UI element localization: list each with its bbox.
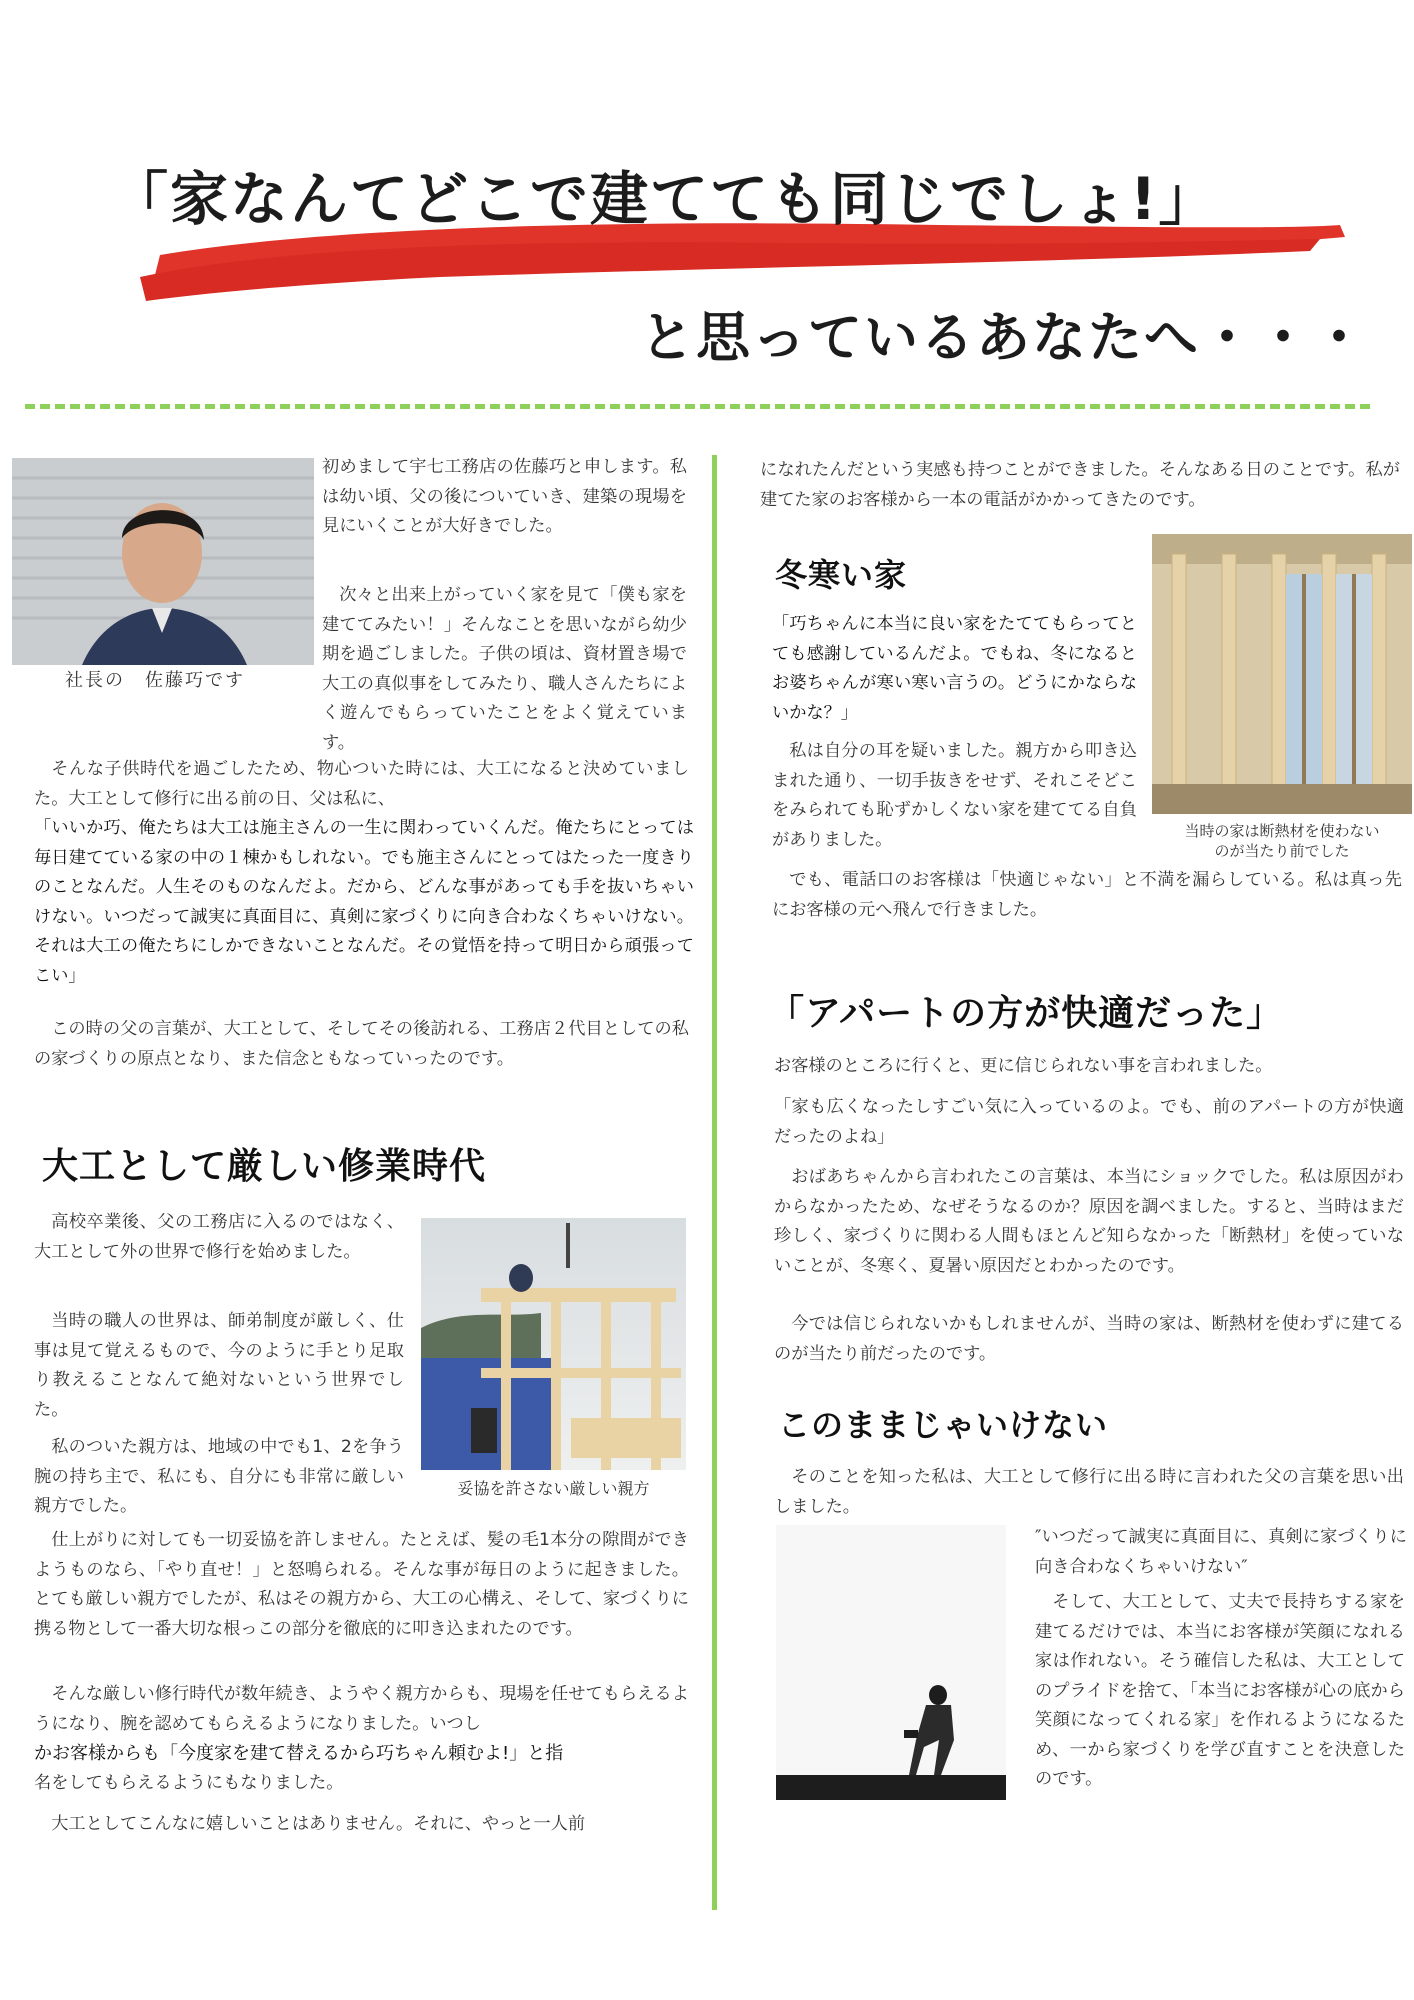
training-paragraph-5c: 名をしてもらえるようにもなりました。: [34, 1773, 344, 1793]
framing-caption: 妥協を許さない厳しい親方: [457, 1479, 650, 1498]
ending-paragraph-2: そして、大工として、丈夫で長持ちする家を建てるだけでは、本当にお客様が笑顔になれる家は作れない。そう確信した私は、大工としてのプライドを捨て、「本当にお客様が心の底から笑顔になってくれる家」を作れるようになるため、一から家づくりを学び直すことを決意したのです。: [1035, 1592, 1405, 1789]
customer-quote-cold: 「巧ちゃんに本当に良い家をたててもらってとても感謝しているんだよ。でもね、冬になるとお婆ちゃんが寒い寒い言うの。どうにかならないかな？」: [772, 614, 1137, 723]
intro-paragraph-2: 次々と出来上がっていく家を見て「僕も家を建ててみたい！」そんなことを思いながら幼少期を過ごしました。子供の頃は、資材置き場で大工の真似事をしてみたり、職人さんたちによく遊んでもらっていたことをよく覚えています。: [322, 585, 687, 753]
column-divider: [712, 455, 717, 1910]
training-paragraph-4: 仕上がりに対しても一切妥協を許しません。たとえば、髪の毛1本分の隙間ができようものなら、「やり直せ！」と怒鳴られる。そんな事が毎日のように起きました。とても厳しい親方でしたが、私はその親方から、大工の心構え、そして、家づくりに携る物として一番大切な根っこの部分を徹底的に叩き込まれたのです。: [34, 1530, 689, 1639]
training-paragraph-6: 大工としてこんなに嬉しいことはありません。それに、やっと一人前: [51, 1814, 586, 1834]
apartment-paragraph-3: 今では信じられないかもしれませんが、当時の家は、断熱材を使わずに建てるのが当たり前だったのです。: [774, 1314, 1404, 1364]
apartment-quote: 「家も広くなったしすごい気に入っているのよ。でも、前のアパートの方が快適だったのよね」: [774, 1097, 1404, 1147]
section-heading-apartment: 「アパートの方が快適だった」: [768, 992, 1284, 1034]
cold-paragraph-2: 私は自分の耳を疑いました。親方から叩き込まれた通り、一切手抜きをせず、それこそどこをみられても恥ずかしくない家を建ててる自負がありました。: [772, 741, 1137, 850]
continued-paragraph: になれたんだという実感も持つことができました。そんなある日のことです。私が建てた家のお客様から一本の電話がかかってきたのです。: [760, 460, 1400, 510]
section-heading-cannot-stay: このままじゃいけない: [778, 1406, 1109, 1444]
intro-paragraph-4: この時の父の言葉が、大工として、そしてその後訪れる、工務店２代目としての私の家づくりの原点となり、また信念ともなっていったのです。: [34, 1019, 689, 1069]
training-paragraph-1: 高校卒業後、父の工務店に入るのではなく、大工として外の世界で修行を始めました。: [34, 1212, 404, 1262]
section-heading-cold-house: 冬寒い家: [775, 556, 908, 594]
training-paragraph-5a: そんな厳しい修行時代が数年続き、ようやく親方からも、現場を任せてもらえるようになり、腕を認めてもらえるようになりました。いつし: [34, 1684, 689, 1734]
intro-paragraph-3: そんな子供時代を過ごしたため、物心ついた時には、大工になると決めていました。大工として修行に出る前の日、父は私に、: [34, 759, 689, 809]
intro-paragraph-1: 初めまして宇七工務店の佐藤巧と申します。私は幼い頃、父の後についていき、建築の現場を見にいくことが大好きでした。: [322, 457, 687, 536]
insulation-photo: [1152, 534, 1412, 814]
father-quote: 「いいか巧、俺たちは大工は施主さんの一生に関わっていくんだ。俺たちにとっては毎日建てている家の中の１棟かもしれない。でも施主さんにとってはたった一度きりのことなんだ。人生そのものなんだよ。だから、どんな事があっても手を抜いちゃいけない。いつだって誠実に真面目に、真剣に家づくりに向き合わなくちゃいけない。それは大工の俺たちにしかできないことなんだ。その覚悟を持って明日から頑張ってこい」: [34, 818, 694, 986]
section-heading-training: 大工として厳しい修業時代: [42, 1145, 487, 1187]
top-dashed-divider: [25, 404, 1370, 409]
apartment-paragraph-2: おばあちゃんから言われたこの言葉は、本当にショックでした。私は原因がわからなかったため、なぜそうなるのか？原因を調べました。すると、当時はまだ珍しく、家づくりに関わる人間もほとんど知らなかった「断熱材」を使っていないことが、冬寒く、夏暑い原因だとわかったのです。: [774, 1167, 1404, 1276]
carpenter-silhouette-photo: [776, 1525, 1006, 1800]
insulation-caption-line-2: のが当たり前でした: [1214, 842, 1350, 860]
portrait-photo: [12, 458, 314, 665]
page-headline: 「家なんてどこで建てても同じでしょ!」: [110, 165, 1219, 233]
portrait-caption: 社長の 佐藤巧です: [65, 670, 245, 691]
page-subheadline: と思っているあなたへ・・・: [640, 306, 1368, 369]
framing-photo: [421, 1218, 686, 1470]
training-paragraph-5b: かお客様からも「今度家を建て替えるから巧ちゃん頼むよ!」と指: [34, 1743, 564, 1764]
insulation-caption-line-1: 当時の家は断熱材を使わない: [1184, 822, 1380, 840]
cold-paragraph-3: でも、電話口のお客様は「快適じゃない」と不満を漏らしている。私は真っ先にお客様の元へ飛んで行きました。: [772, 870, 1402, 920]
ending-father-quote: ″いつだって誠実に真面目に、真剣に家づくりに向き合わなくちゃいけない″: [1035, 1527, 1407, 1577]
ending-paragraph-1: そのことを知った私は、大工として修行に出る時に言われた父の言葉を思い出しました。: [774, 1467, 1404, 1517]
training-paragraph-3: 私のついた親方は、地域の中でも1、2を争う腕の持ち主で、私にも、自分にも非常に厳しい親方でした。: [34, 1437, 404, 1516]
training-paragraph-2: 当時の職人の世界は、師弟制度が厳しく、仕事は見て覚えるもので、今のように手とり足取り教えることなんて絶対ないという世界でした。: [34, 1311, 404, 1420]
apartment-paragraph-1: お客様のところに行くと、更に信じられない事を言われました。: [774, 1056, 1273, 1076]
